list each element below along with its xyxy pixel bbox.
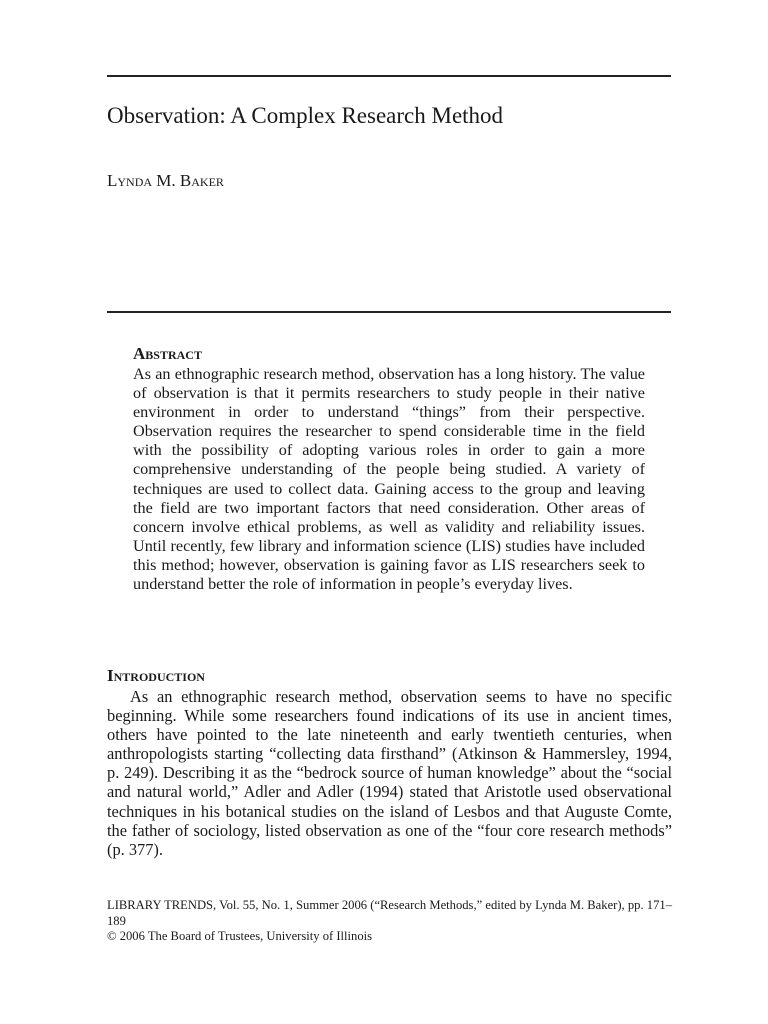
introduction-section bbox=[107, 665, 672, 859]
article-author: Lynda M. Baker bbox=[107, 171, 224, 190]
abstract-text: As an ethnographic research method, observation has a long history. The value of observation is that it permits researchers to study people in their native environment in order to understand “things” from their perspective. Observation requires the researcher to spend considerable time in the field with the possibility of adopting various roles in order to gain a more comprehensive understanding of the people being studied. A variety of techniques are used to collect data. Gaining access to the group and leaving the field are two important factors that need consideration. Other areas of concern involve ethical problems, as well as validity and reliability issues. Until recently, few library and information science (LIS) studies have included this method; however, observation is gaining favor as LIS researchers seek to understand better the role of information in people’s everyday lives. bbox=[133, 365, 645, 594]
footnote bbox=[107, 898, 672, 945]
top-rule bbox=[107, 75, 671, 77]
article-title: Observation: A Complex Research Method bbox=[107, 103, 504, 128]
introduction-text: As an ethnographic research method, observation seems to have no specific beginning. While some researchers found indications of its use in ancient times, others have pointed to the late nineteenth and early twentieth centuries, when anthropologists starting “collecting data firsthand” (Atkinson & Hammersley, 1994, p. 249). Describing it as the “bedrock source of human knowledge” about the “social and natural world,” Adler and Adler (1994) stated that Aristotle used observational techniques in his botanical studies on the island of Lesbos and that Auguste Comte, the father of sociology, listed observation as one of the “four core research methods” (p. 377). bbox=[107, 687, 672, 859]
introduction-heading: Introduction bbox=[107, 666, 205, 685]
abstract-section bbox=[133, 343, 645, 594]
header-divider-rule bbox=[107, 311, 671, 313]
copyright-notice: © 2006 The Board of Trustees, University of Illinois bbox=[107, 929, 373, 943]
abstract-heading: Abstract bbox=[133, 344, 202, 363]
journal-citation: LIBRARY TRENDS, Vol. 55, No. 1, Summer 2006 (“Research Methods,” edited by Lynda M. Baker), pp. 171–189 bbox=[107, 898, 672, 928]
